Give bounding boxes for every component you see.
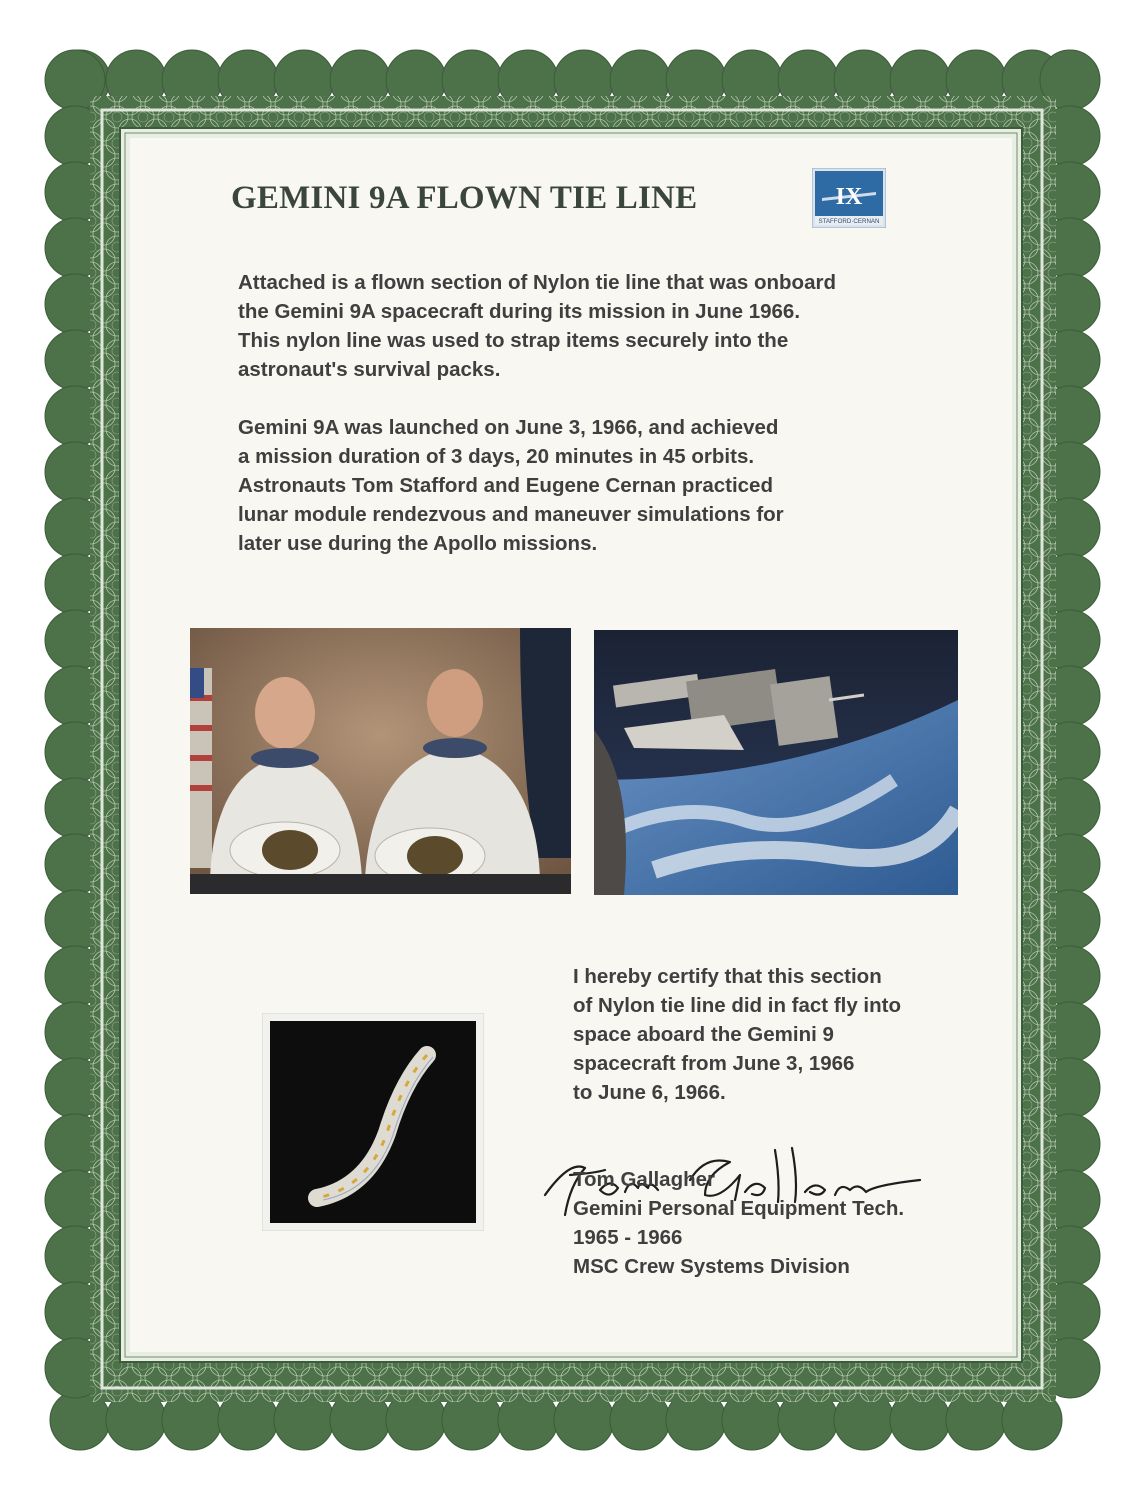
gemini-9-mission-patch-icon [812,168,886,228]
text-line: This nylon line was used to strap items securely into the [238,329,789,352]
text-line: later use during the Apollo missions. [238,532,598,555]
signer-name: Tom Gallagher [573,1168,716,1191]
text-line: Astronauts Tom Stafford and Eugene Cernan practiced [238,474,773,497]
certificate-title: GEMINI 9A FLOWN TIE LINE [231,180,698,216]
crew-portrait-photo [190,628,571,894]
signer-details [573,1165,904,1281]
signer-years: 1965 - 1966 [573,1226,683,1249]
signer-division: MSC Crew Systems Division [573,1255,850,1278]
patch-emblem-text: IX [835,184,863,210]
text-line: space aboard the Gemini 9 [573,1023,834,1046]
text-line: to June 6, 1966. [573,1081,726,1104]
text-line: spacecraft from June 3, 1966 [573,1052,855,1075]
flown-nylon-tie-line-swatch [262,1013,484,1231]
description-paragraph-2 [238,413,784,558]
signer-title: Gemini Personal Equipment Tech. [573,1197,905,1220]
text-line: lunar module rendezvous and maneuver simulations for [238,503,784,526]
certification-statement [573,962,901,1107]
text-line: astronaut's survival packs. [238,358,501,381]
text-line: I hereby certify that this section [573,965,882,988]
patch-caption: STAFFORD·CERNAN [818,218,880,225]
text-line: Gemini 9A was launched on June 3, 1966, and achieved [238,416,779,439]
text-line: a mission duration of 3 days, 20 minutes in 45 orbits. [238,445,755,468]
spacecraft-in-orbit-photo [594,630,958,895]
text-line: Attached is a flown section of Nylon tie line that was onboard [238,271,836,294]
text-line: of Nylon tie line did in fact fly into [573,994,901,1017]
text-line: the Gemini 9A spacecraft during its mission in June 1966. [238,300,801,323]
description-paragraph-1 [238,268,836,384]
